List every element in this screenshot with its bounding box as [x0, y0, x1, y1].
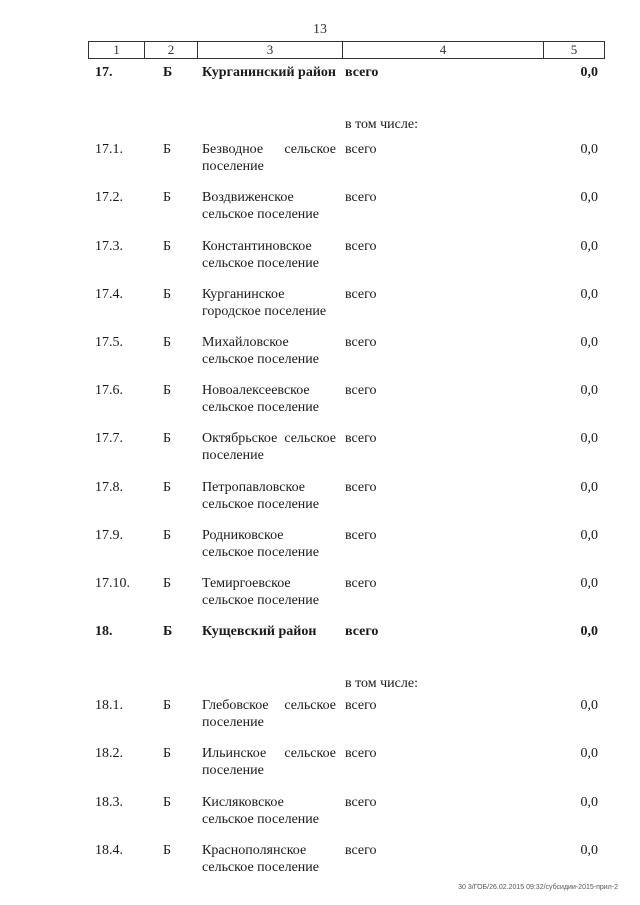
table-row: [0, 840, 640, 888]
row-number: 17.10.: [95, 575, 130, 591]
row-label: всего: [345, 286, 377, 302]
row-name: Кущевский район: [202, 624, 317, 640]
row-category: Б: [163, 527, 172, 543]
row-name: Петропавловское сельское поселение: [202, 479, 319, 512]
row-label: всего: [345, 334, 377, 350]
row-label: всего: [345, 142, 377, 158]
row-number: 18.3.: [95, 794, 123, 810]
row-name: Курганинское городское поселение: [202, 286, 327, 319]
table-row: [0, 380, 640, 428]
row-value: 0,0: [580, 698, 598, 714]
row-category: Б: [163, 479, 172, 495]
row-label: всего: [345, 698, 377, 714]
table-row: [0, 743, 640, 791]
document-footer: 30 3/ГОБ/26.02.2015 09:32/субсидии-2015-прил-2: [458, 884, 618, 891]
table-header: [88, 41, 605, 59]
header-col-2: 2: [145, 42, 198, 58]
row-number: 17.3.: [95, 238, 123, 254]
row-value: 0,0: [580, 479, 598, 495]
row-name: Михайловское сельское поселение: [202, 334, 319, 367]
table-row: [0, 284, 640, 332]
row-number: 17.7.: [95, 431, 123, 447]
row-number: 18.4.: [95, 842, 123, 858]
row-label: всего: [345, 794, 377, 810]
row-category: Б: [163, 698, 172, 714]
row-category: Б: [163, 142, 172, 158]
row-number: 18.: [95, 624, 113, 640]
row-number: 17.9.: [95, 527, 123, 543]
table-row: [0, 477, 640, 525]
page-number: 13: [313, 22, 327, 37]
table-row: [0, 236, 640, 284]
row-value: 0,0: [580, 842, 598, 858]
table-row: [0, 792, 640, 840]
row-value: 0,0: [580, 142, 598, 158]
row-value: 0,0: [580, 527, 598, 543]
row-label: всего: [345, 527, 377, 543]
row-name: Краснополянское сельское поселение: [202, 842, 319, 875]
row-value: 0,0: [580, 624, 598, 640]
row-name: Константиновское сельское поселение: [202, 238, 319, 271]
row-value: 0,0: [580, 334, 598, 350]
row-number: 17.4.: [95, 286, 123, 302]
row-value: 0,0: [580, 286, 598, 302]
table-body: [0, 62, 640, 888]
row-name: Темиргоевское сельское поселение: [202, 575, 319, 608]
row-name: Безводное сельское поселение: [202, 142, 336, 175]
row-label: всего: [345, 383, 377, 399]
header-col-5: 5: [570, 42, 578, 57]
table-row: [0, 332, 640, 380]
table-row: [0, 525, 640, 573]
row-number: 17.1.: [95, 142, 123, 158]
row-value: 0,0: [580, 238, 598, 254]
row-name: Ильинское сельское поселение: [202, 746, 336, 779]
table-row: [0, 428, 640, 476]
row-label: всего: [345, 575, 377, 591]
subheading-text: в том числе:: [345, 117, 418, 133]
row-number: 18.1.: [95, 698, 123, 714]
row-name: Родниковское сельское поселение: [202, 527, 319, 560]
row-label: всего: [345, 65, 379, 80]
row-name: Новоалексеевское сельское поселение: [202, 383, 319, 416]
row-number: 17.2.: [95, 190, 123, 206]
row-number: 18.2.: [95, 746, 123, 762]
row-number: 17.6.: [95, 383, 123, 399]
row-label: всего: [345, 746, 377, 762]
row-value: 0,0: [580, 431, 598, 447]
row-category: Б: [163, 190, 172, 206]
row-category: Б: [163, 624, 173, 640]
subheading-text: в том числе:: [345, 676, 418, 692]
row-category: Б: [163, 431, 172, 447]
row-value: 0,0: [580, 794, 598, 810]
row-name: Воздвиженское сельское поселение: [202, 190, 319, 223]
header-col-1: 1: [89, 42, 145, 58]
row-number: 17.8.: [95, 479, 123, 495]
row-category: Б: [163, 842, 172, 858]
row-name: Курганинский район: [202, 65, 336, 80]
row-label: всего: [345, 190, 377, 206]
row-value: 0,0: [580, 383, 598, 399]
header-col-4: 4: [343, 42, 544, 58]
row-label: всего: [345, 479, 377, 495]
row-category: Б: [163, 575, 172, 591]
table-row: [0, 573, 640, 621]
row-label: всего: [345, 842, 377, 858]
table-row: [0, 187, 640, 235]
row-name: Глебовское сельское поселение: [202, 698, 336, 731]
row-value: 0,0: [580, 65, 598, 80]
row-name: Кисляковское сельское поселение: [202, 794, 319, 827]
row-number: 17.5.: [95, 334, 123, 350]
row-category: Б: [163, 286, 172, 302]
row-label: всего: [345, 238, 377, 254]
table-subheading-row: [0, 669, 640, 695]
row-value: 0,0: [580, 190, 598, 206]
district-row: [0, 621, 640, 669]
table-subheading-row: [0, 110, 640, 139]
row-category: Б: [163, 238, 172, 254]
row-value: 0,0: [580, 575, 598, 591]
row-category: Б: [163, 65, 173, 80]
table-row: [0, 139, 640, 187]
row-label: всего: [345, 431, 377, 447]
table-row: [0, 695, 640, 743]
row-value: 0,0: [580, 746, 598, 762]
row-category: Б: [163, 383, 172, 399]
header-col-3: 3: [198, 42, 343, 58]
row-category: Б: [163, 746, 172, 762]
row-name: Октябрьское сельское поселение: [202, 431, 336, 464]
district-row: [0, 62, 640, 110]
row-category: Б: [163, 794, 172, 810]
row-category: Б: [163, 334, 172, 350]
row-number: 17.: [95, 65, 113, 80]
row-label: всего: [345, 624, 379, 640]
